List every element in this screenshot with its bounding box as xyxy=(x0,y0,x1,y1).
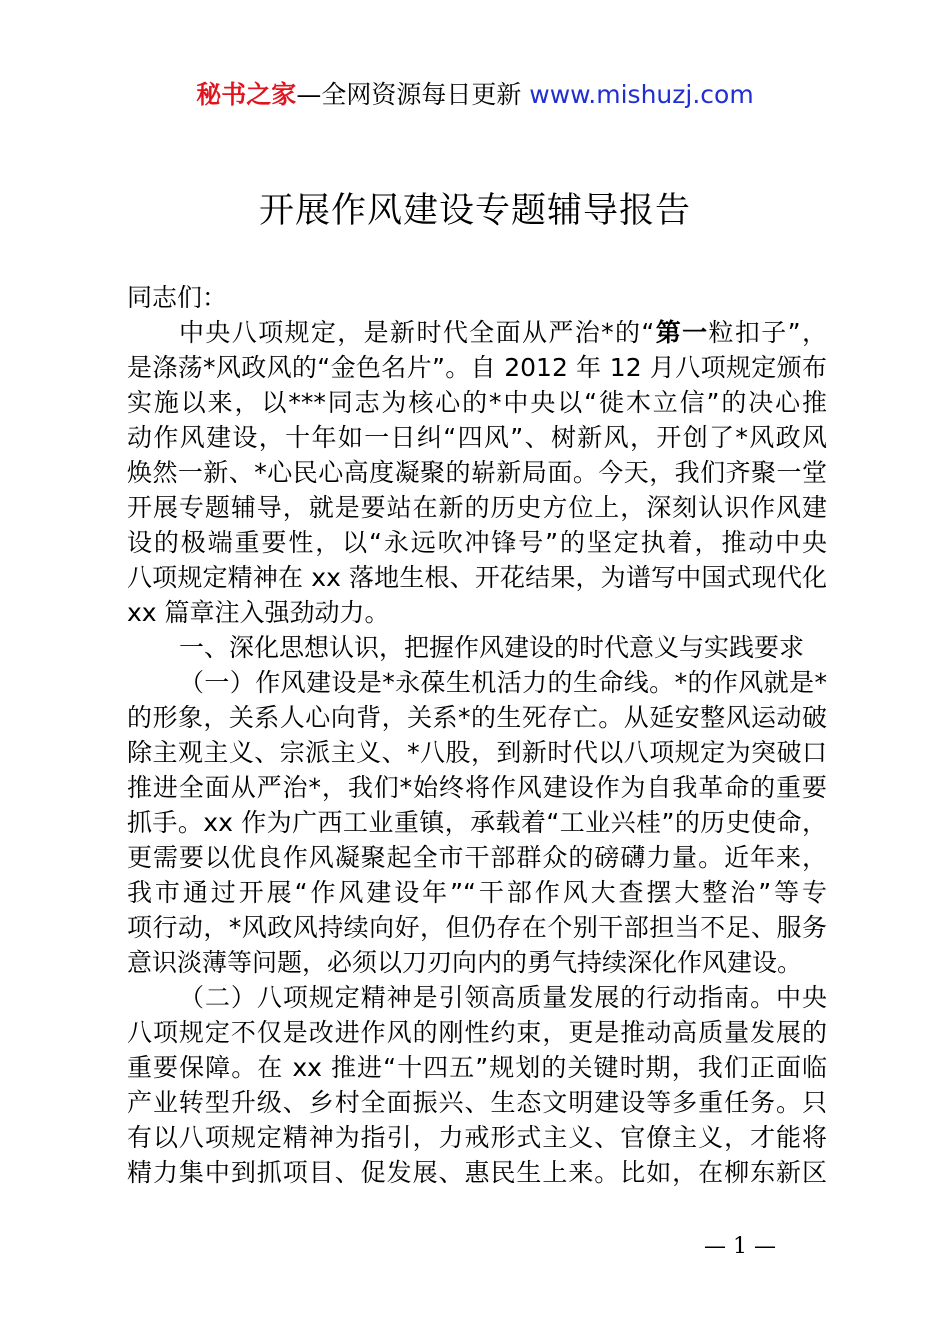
text-line: 推进全面从严治*，我们*始终将作风建设作为自我革命的重要 xyxy=(127,773,827,802)
text-line: 八项规定不仅是改进作风的刚性约束，更是推动高质量发展的 xyxy=(127,1018,827,1047)
text-line: 产业转型升级、乡村全面振兴、生态文明建设等多重任务。只 xyxy=(127,1088,827,1117)
text-line: 抓手。xx 作为广西工业重镇，承载着“工业兴桂”的历史使命， xyxy=(127,808,827,837)
text-line xyxy=(127,315,827,350)
site-url-link[interactable]: www.mishuzj.com xyxy=(529,80,754,109)
text-line: 是涤荡*风政风的“金色名片”。自 2012 年 12 月八项规定颁布 xyxy=(127,353,827,382)
text-line: 实施以来，以***同志为核心的*中央以“徙木立信”的决心推 xyxy=(127,388,827,417)
site-header xyxy=(0,78,950,112)
text-line: 意识淡薄等问题，必须以刀刃向内的勇气持续深化作风建设。 xyxy=(127,948,803,977)
text-line: 有以八项规定精神为指引，力戒形式主义、官僚主义，才能将 xyxy=(127,1123,827,1152)
header-tagline: —全网资源每日更新 xyxy=(296,80,530,109)
text-line: （一）作风建设是*永葆生机活力的生命线。*的作风就是* xyxy=(179,668,827,697)
text-line: 的形象，关系人心向背，关系*的生死存亡。从延安整风运动破 xyxy=(127,703,827,732)
text-line: （二）八项规定精神是引领高质量发展的行动指南。中央 xyxy=(179,983,827,1012)
text-line: 除主观主义、宗派主义、*八股，到新时代以八项规定为突破口 xyxy=(127,738,827,767)
text-line: 开展专题辅导，就是要站在新的历史方位上，深刻认识作风建 xyxy=(127,493,827,522)
text-segment: 中央八项规定，是新时代全面从严治*的“ xyxy=(179,318,655,347)
text-line: 更需要以优良作风凝聚起全市干部群众的磅礴力量。近年来， xyxy=(127,843,827,872)
brand-name: 秘书之家 xyxy=(196,80,297,109)
text-line: 动作风建设，十年如一日纠“四风”、树新风，开创了*风政风 xyxy=(127,423,827,452)
text-line: 项行动，*风政风持续向好，但仍存在个别干部担当不足、服务 xyxy=(127,913,827,942)
page-number: — 1 — xyxy=(704,1234,776,1259)
text-line: 同志们： xyxy=(127,283,228,312)
text-line: 焕然一新、*心民心高度凝聚的崭新局面。今天，我们齐聚一堂 xyxy=(127,458,827,487)
text-line: 重要保障。在 xx 推进“十四五”规划的关键时期，我们正面临 xyxy=(127,1053,827,1082)
bold-text: 第一 xyxy=(654,318,709,347)
text-line: 八项规定精神在 xx 落地生根、开花结果，为谱写中国式现代化 xyxy=(127,563,827,592)
text-line: 精力集中到抓项目、促发展、惠民生上来。比如，在柳东新区 xyxy=(127,1158,827,1187)
document-body xyxy=(127,280,827,1190)
text-segment: 粒扣子”， xyxy=(708,318,827,347)
document-title: 开展作风建设专题辅导报告 xyxy=(258,191,691,231)
text-line: 一、深化思想认识，把握作风建设的时代意义与实践要求 xyxy=(179,633,805,662)
text-line: xx 篇章注入强劲动力。 xyxy=(127,598,390,627)
text-line: 我市通过开展“作风建设年”“干部作风大查摆大整治”等专 xyxy=(127,878,827,907)
text-line: 设的极端重要性，以“永远吹冲锋号”的坚定执着，推动中央 xyxy=(127,528,827,557)
